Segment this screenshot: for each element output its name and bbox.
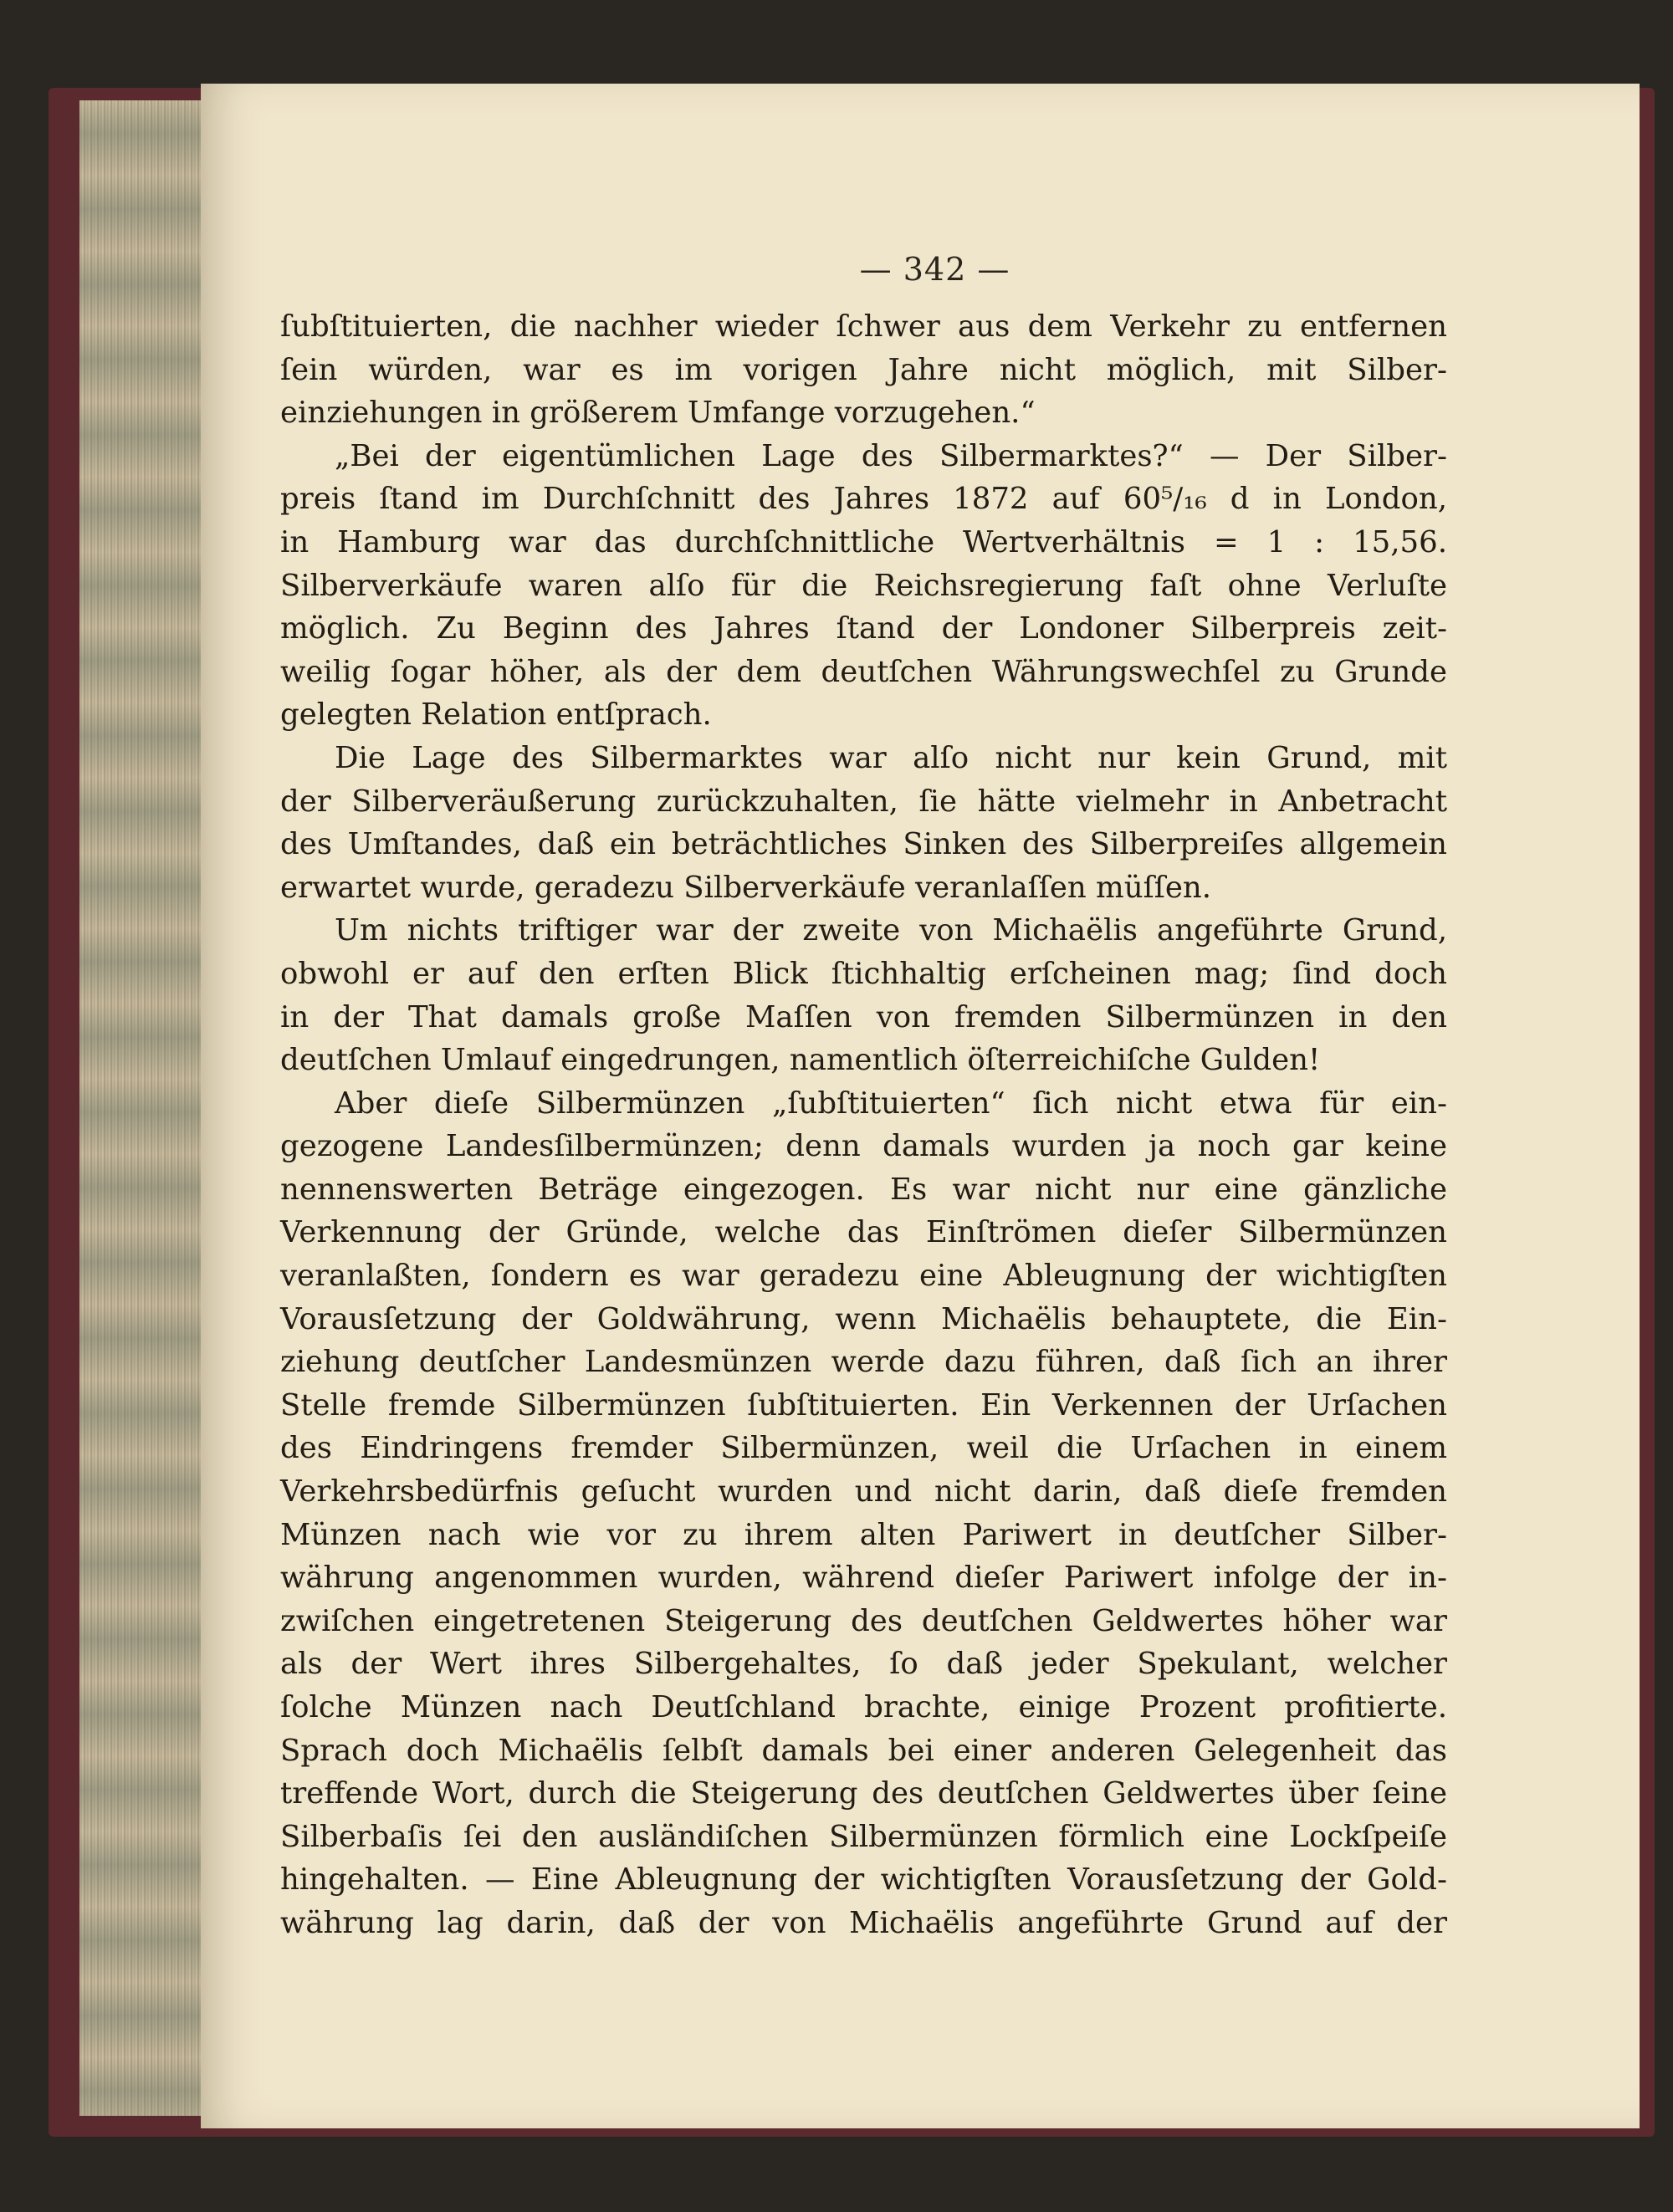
text-line: Verkennung der Gründe, welche das Einſtrömen dieſer Silbermünzen [280,1215,1447,1250]
text-line: veranlaßten, ſondern es war geradezu eine Ableugnung der wichtigſten [280,1259,1447,1294]
text-line: ziehung deutſcher Landesmünzen werde dazu führen, daß ſich an ihrer [280,1345,1447,1380]
text-line: Aber dieſe Silbermünzen „ſubſtituierten“ ſich nicht etwa für ein- [335,1086,1447,1121]
text-line: einziehungen in größerem Umfange vorzugehen.“ [280,396,1036,431]
text-line: Münzen nach wie vor zu ihrem alten Pariwert in deutſcher Silber- [280,1517,1447,1552]
text-line: erwartet wurde, geradezu Silberverkäufe veranlaſſen müſſen. [280,870,1212,905]
text-line: hingehalten. — Eine Ableugnung der wichtigſten Vorausſetzung der Gold- [280,1862,1447,1898]
text-line: gezogene Landesſilbermünzen; denn damals wurden ja noch gar keine [280,1129,1447,1164]
text-line: Silberverkäufe waren alſo für die Reichsregierung faſt ohne Verluſte [280,568,1447,603]
text-line: weilig ſogar höher, als der dem deutſchen Währungswechſel zu Grunde [280,654,1447,689]
text-line: des Eindringens fremder Silbermünzen, weil die Urſachen in einem [280,1431,1447,1466]
text-line: Silberbaſis ſei den ausländiſchen Silbermünzen förmlich eine Lockſpeiſe [280,1819,1447,1854]
text-line: Vorausſetzung der Goldwährung, wenn Michaëlis behauptete, die Ein- [280,1301,1447,1336]
text-line: ſubſtituierten, die nachher wieder ſchwer aus dem Verkehr zu entfernen [280,309,1447,344]
text-line: zwiſchen eingetretenen Steigerung des deutſchen Geldwertes höher war [280,1603,1447,1638]
text-line: als der Wert ihres Silbergehaltes, ſo daß jeder Spekulant, welcher [280,1647,1447,1682]
text-line: Die Lage des Silbermarktes war alſo nicht nur kein Grund, mit [335,740,1447,775]
text-line: gelegten Relation entſprach. [280,697,712,733]
text-line: möglich. Zu Beginn des Jahres ſtand der Londoner Silberpreis zeit- [280,611,1447,646]
text-line: nennenswerten Beträge eingezogen. Es war nicht nur eine gänzliche [280,1172,1447,1207]
text-line: in Hamburg war das durchſchnittliche Wertverhältnis = 1 : 15,56. [280,524,1447,559]
page-number: — 342 — [859,251,1010,288]
text-line: währung angenommen wurden, während dieſer Pariwert infolge der in- [280,1561,1447,1596]
text-line: des Umſtandes, daß ein beträchtliches Sinken des Silberpreiſes allgemein [280,827,1447,862]
text-line: Verkehrsbedürfnis geſucht wurden und nicht darin, daß dieſe fremden [280,1474,1447,1510]
text-line: der Silberveräußerung zurückzuhalten, ſie hätte vielmehr in Anbetracht [280,784,1447,819]
text-line: währung lag darin, daß der von Michaëlis angeführte Grund auf der [280,1905,1447,1940]
text-line: Stelle fremde Silbermünzen ſubſtituierten. Ein Verkennen der Urſachen [280,1387,1447,1423]
text-line: ſein würden, war es im vorigen Jahre nicht möglich, mit Silber- [280,352,1447,387]
text-line: in der That damals große Maſſen von fremden Silbermünzen in den [280,999,1447,1034]
text-line: ſolche Münzen nach Deutſchland brachte, einige Prozent profitierte. [280,1690,1447,1724]
text-line: obwohl er auf den erſten Blick ſtichhaltig erſcheinen mag; ſind doch [280,956,1447,991]
text-line: „Bei der eigentümlichen Lage des Silbermarktes?“ — Der Silber- [335,438,1447,473]
body-text [280,305,1447,1945]
text-line: preis ſtand im Durchſchnitt des Jahres 1872 auf 60⁵/₁₆ d in London, [280,482,1447,517]
text-line: treffende Wort, durch die Steigerung des deutſchen Geldwertes über ſeine [280,1776,1447,1811]
text-line: deutſchen Umlauf eingedrungen, namentlich öſterreichiſche Gulden! [280,1043,1321,1078]
text-line: Sprach doch Michaëlis ſelbſt damals bei einer anderen Gelegenheit das [280,1733,1447,1768]
text-line: Um nichts triftiger war der zweite von Michaëlis angeführte Grund, [335,913,1447,948]
